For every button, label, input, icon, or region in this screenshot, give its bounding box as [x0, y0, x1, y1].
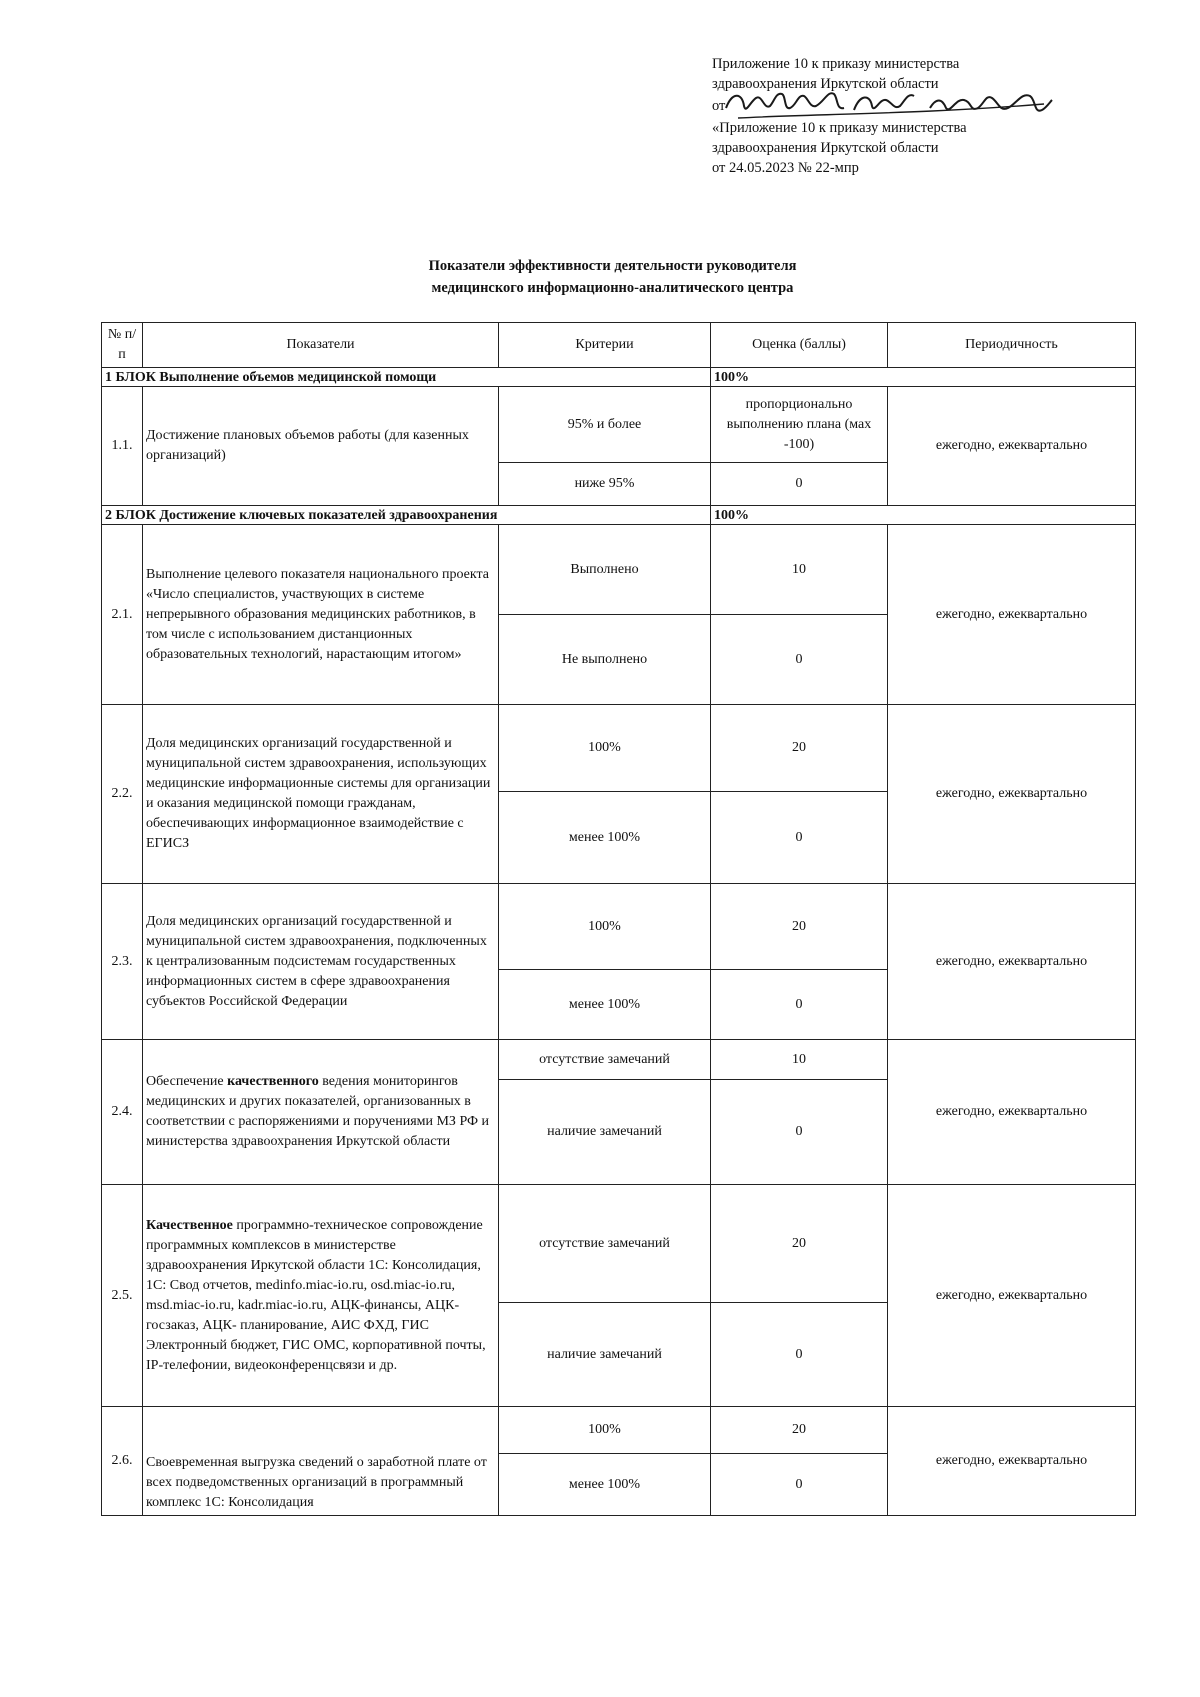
row-2-2-indicator: Доля медицинских организаций государственной и муниципальной систем здравоохранения, использующих медицинские информационные системы для организации и оказания медицинской помощи гражданам, обеспечивающих информационное взаимодействие с ЕГИСЗ: [143, 705, 499, 884]
row-1-1-score-2: 0: [711, 463, 888, 506]
row-2-6-criteria-2: менее 100%: [499, 1454, 711, 1516]
table-row: [102, 525, 1136, 615]
title-line-2: медицинского информационно-аналитического центра: [431, 280, 794, 296]
row-2-3-period: ежегодно, ежеквартально: [888, 884, 1136, 1040]
document-title: [0, 255, 1200, 299]
table-row: [102, 884, 1136, 970]
header-line-1: Приложение 10 к приказу министерства: [712, 56, 960, 72]
row-2-4-indicator-part-1: Обеспечение: [146, 1074, 228, 1089]
table-header-row: [102, 323, 1136, 368]
header-line-6: от 24.05.2023 № 22-мпр: [712, 160, 859, 176]
row-2-2-num: 2.2.: [102, 705, 143, 884]
header-line-2: здравоохранения Иркутской области: [712, 76, 939, 92]
row-2-6-indicator: Своевременная выгрузка сведений о заработной плате от всех подведомственных организаций в программный комплекс 1С: Консолидация: [143, 1407, 499, 1516]
row-2-4-indicator-bold: качественного: [227, 1074, 319, 1089]
header-num: № п/п: [102, 323, 143, 368]
row-2-3-criteria-2: менее 100%: [499, 970, 711, 1040]
row-2-4-num: 2.4.: [102, 1040, 143, 1185]
row-2-1-criteria-2: Не выполнено: [499, 615, 711, 705]
row-2-1-criteria-1: Выполнено: [499, 525, 711, 615]
row-2-1-score-1: 10: [711, 525, 888, 615]
row-2-5-criteria-1: отсутствие замечаний: [499, 1185, 711, 1303]
header-line-3-prefix: от: [712, 98, 726, 114]
block-1-title: 1 БЛОК Выполнение объемов медицинской помощи: [102, 368, 711, 387]
row-2-4-indicator: [143, 1040, 499, 1185]
block-1-percent: 100%: [711, 368, 1136, 387]
row-2-1-period: ежегодно, ежеквартально: [888, 525, 1136, 705]
table-row: [102, 705, 1136, 792]
row-2-6-criteria-1: 100%: [499, 1407, 711, 1454]
row-2-3-score-1: 20: [711, 884, 888, 970]
row-2-3-indicator: Доля медицинских организаций государственной и муниципальной систем здравоохранения, подключенных к централизованным подсистемам государственных информационных систем в сфере здравоохранения субъектов Российской Федерации: [143, 884, 499, 1040]
document-header: [712, 54, 1082, 178]
row-2-2-criteria-2: менее 100%: [499, 792, 711, 884]
row-2-6-score-2: 0: [711, 1454, 888, 1516]
block-2-title: 2 БЛОК Достижение ключевых показателей здравоохранения: [102, 506, 711, 525]
row-2-4-score-1: 10: [711, 1040, 888, 1080]
row-2-4-criteria-2: наличие замечаний: [499, 1080, 711, 1185]
header-criteria: Критерии: [499, 323, 711, 368]
row-2-1-indicator: Выполнение целевого показателя национального проекта «Число специалистов, участвующих в системе непрерывного образования медицинских работников, в том числе с использованием дистанционных образовательных технологий, нарастающим итогом»: [143, 525, 499, 705]
row-2-2-score-2: 0: [711, 792, 888, 884]
row-2-6-score-1: 20: [711, 1407, 888, 1454]
row-1-1-score-1: пропорционально выполнению плана (мах -100): [711, 387, 888, 463]
row-2-6-num: 2.6.: [102, 1407, 143, 1516]
table-row: [102, 1185, 1136, 1303]
row-2-6-period: ежегодно, ежеквартально: [888, 1407, 1136, 1516]
row-2-5-num: 2.5.: [102, 1185, 143, 1407]
handwritten-signature: [724, 84, 1054, 124]
row-1-1-criteria-2: ниже 95%: [499, 463, 711, 506]
row-2-2-period: ежегодно, ежеквартально: [888, 705, 1136, 884]
table-row: [102, 1040, 1136, 1080]
table-row: [102, 1407, 1136, 1454]
row-2-5-indicator-bold: Качественное: [146, 1217, 233, 1233]
row-2-3-score-2: 0: [711, 970, 888, 1040]
block-1-row: [102, 368, 1136, 387]
row-1-1-num: 1.1.: [102, 387, 143, 506]
row-2-5-score-2: 0: [711, 1303, 888, 1407]
row-2-1-num: 2.1.: [102, 525, 143, 705]
header-line-4: «Приложение 10 к приказу министерства: [712, 120, 967, 136]
header-period: Периодичность: [888, 323, 1136, 368]
indicators-table: [101, 322, 1136, 1516]
row-2-3-num: 2.3.: [102, 884, 143, 1040]
row-1-1-period: ежегодно, ежеквартально: [888, 387, 1136, 506]
row-2-5-indicator: [143, 1185, 499, 1407]
row-2-5-score-1: 20: [711, 1185, 888, 1303]
header-score: Оценка (баллы): [711, 323, 888, 368]
row-2-1-score-2: 0: [711, 615, 888, 705]
table-row: [102, 387, 1136, 463]
row-2-5-criteria-2: наличие замечаний: [499, 1303, 711, 1407]
row-2-2-score-1: 20: [711, 705, 888, 792]
block-2-percent: 100%: [711, 506, 1136, 525]
header-signature-line: [712, 94, 1082, 118]
block-2-row: [102, 506, 1136, 525]
row-1-1-indicator: Достижение плановых объемов работы (для казенных организаций): [143, 387, 499, 506]
header-line-5: здравоохранения Иркутской области: [712, 140, 939, 156]
row-2-4-criteria-1: отсутствие замечаний: [499, 1040, 711, 1080]
row-1-1-criteria-1: 95% и более: [499, 387, 711, 463]
row-2-2-criteria-1: 100%: [499, 705, 711, 792]
row-2-4-period: ежегодно, ежеквартально: [888, 1040, 1136, 1185]
row-2-4-score-2: 0: [711, 1080, 888, 1185]
row-2-4-indicator-part-2: ведения мониторингов медицинских и других показателей, организованных в соответствии с распоряжениями и поручениями МЗ РФ и министерства здравоохранения Иркутской области: [146, 1074, 490, 1149]
row-2-5-period: ежегодно, ежеквартально: [888, 1185, 1136, 1407]
header-indicator: Показатели: [143, 323, 499, 368]
title-line-1: Показатели эффективности деятельности руководителя: [428, 258, 797, 274]
row-2-3-criteria-1: 100%: [499, 884, 711, 970]
row-2-5-indicator-text: программно-техническое сопровождение программных комплексов в министерстве здравоохранения Иркутской области 1С: Консолидация, 1С: Свод отчетов, medinfo.miac-io.ru, osd.miac-io.ru, msd.miac-io.ru, kadr.miac-io.ru, АЦК-финансы, АЦК-госзаказ, АЦК- планирование, АИС ФХД, ГИС Электронный бюджет, ГИС ОМС, корпоративной почты, IP-телефонии, видеоконференцсвязи и др.: [146, 1217, 486, 1373]
